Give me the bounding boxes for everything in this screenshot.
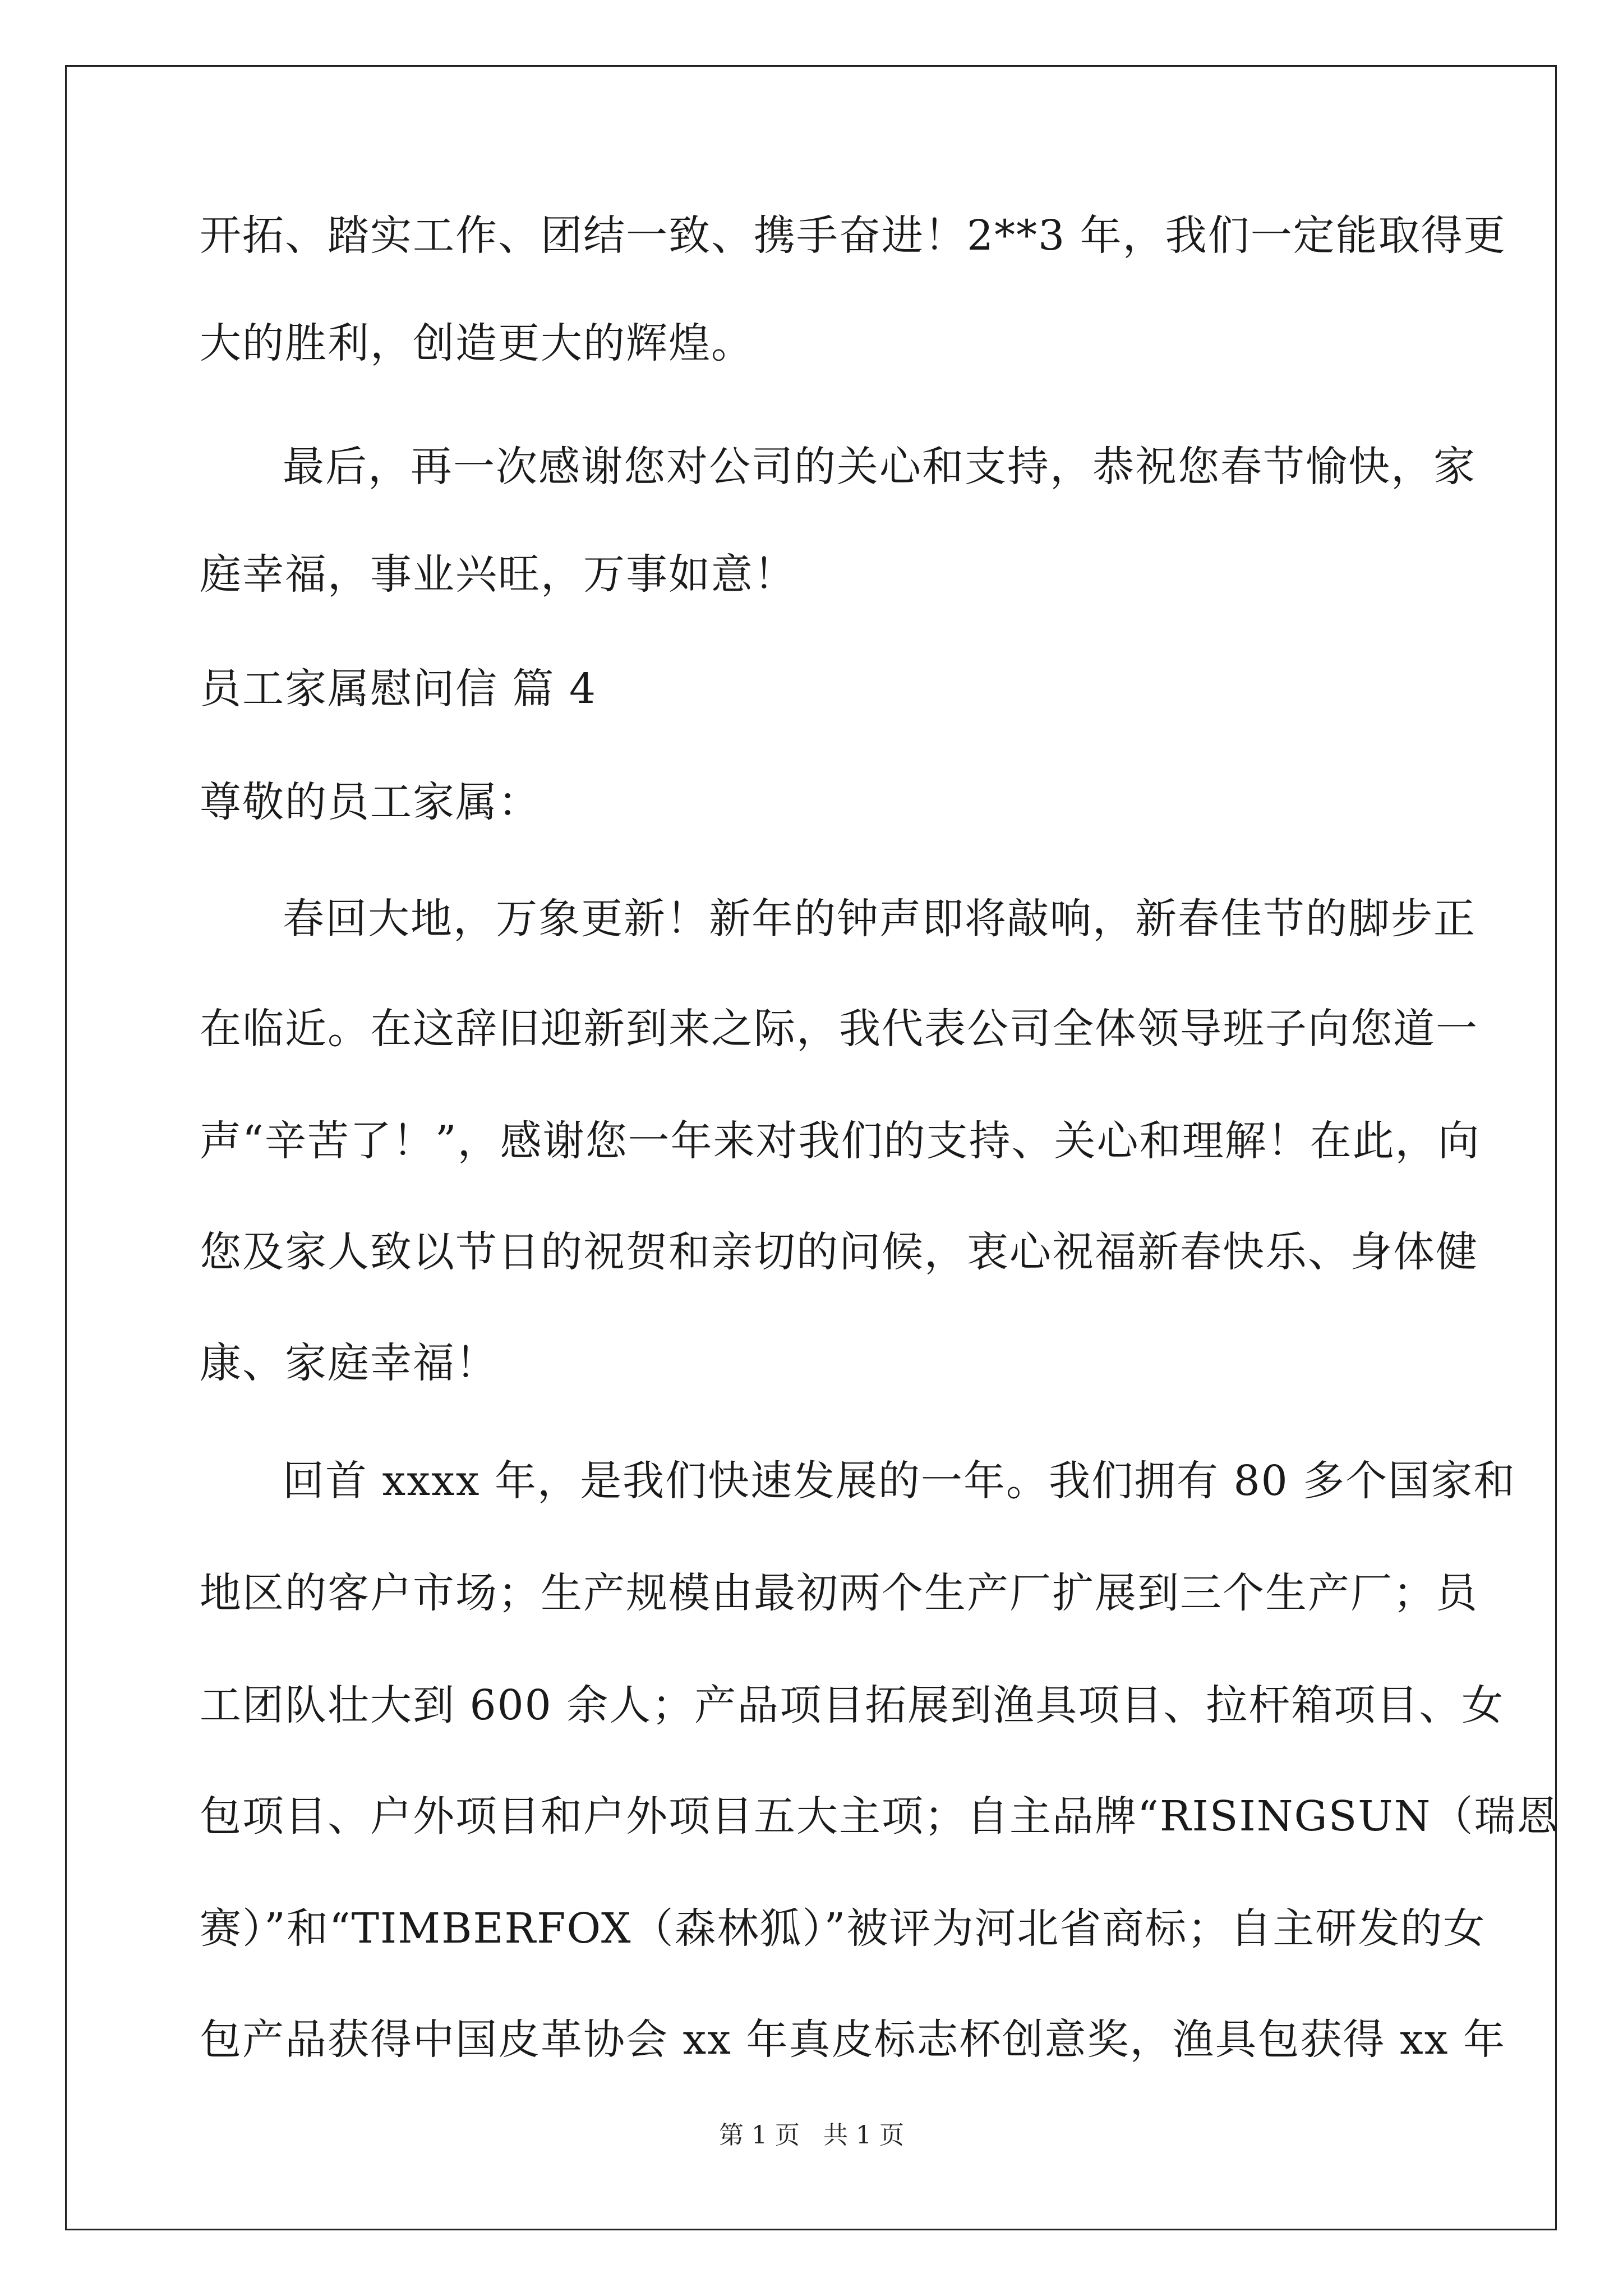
paragraph-line: 大的胜利，创造更大的辉煌。 [200,319,754,367]
paragraph-line: 在临近。在这辞旧迎新到来之际，我代表公司全体领导班子向您道一 [200,1005,1478,1053]
page-footer [0,2115,1623,2151]
paragraph-line: 康、家庭幸福！ [200,1339,498,1387]
paragraph-line: 赛）”和“TIMBERFOX（森林狐）”被评为河北省商标；自主研发的女 [200,1904,1486,1953]
paragraph-line: 回首 xxxx 年，是我们快速发展的一年。我们拥有 80 多个国家和 [283,1457,1516,1505]
paragraph-line: 包产品获得中国皮革协会 xx 年真皮标志杯创意奖，渔具包获得 xx 年 [200,2016,1506,2064]
paragraph-line: 包项目、户外项目和户外项目五大主项；自主品牌“RISINGSUN（瑞恩 [200,1792,1560,1841]
paragraph-line: 春回大地，万象更新！新年的钟声即将敲响，新春佳节的脚步正 [283,895,1476,943]
paragraph-line: 您及家人致以节日的祝贺和亲切的问候，衷心祝福新春快乐、身体健 [200,1228,1478,1276]
paragraph-line: 庭幸福，事业兴旺，万事如意！ [200,550,796,599]
paragraph-line: 开拓、踏实工作、团结一致、携手奋进！2**3 年，我们一定能取得更 [200,211,1506,260]
section-heading: 员工家属慰问信 篇 4 [200,665,597,713]
paragraph-line: 最后，再一次感谢您对公司的关心和支持，恭祝您春节愉快，家 [283,443,1476,491]
salutation: 尊敬的员工家属： [200,778,541,826]
page-total: 共 1 页 [823,2121,904,2150]
paragraph-line: 地区的客户市场；生产规模由最初两个生产厂扩展到三个生产厂；员 [200,1569,1478,1617]
page-number: 第 1 页 [719,2121,800,2150]
paragraph-line: 工团队壮大到 600 余人；产品项目拓展到渔具项目、拉杆箱项目、女 [200,1681,1505,1729]
paragraph-line: 声“辛苦了！”，感谢您一年来对我们的支持、关心和理解！在此，向 [200,1117,1481,1165]
